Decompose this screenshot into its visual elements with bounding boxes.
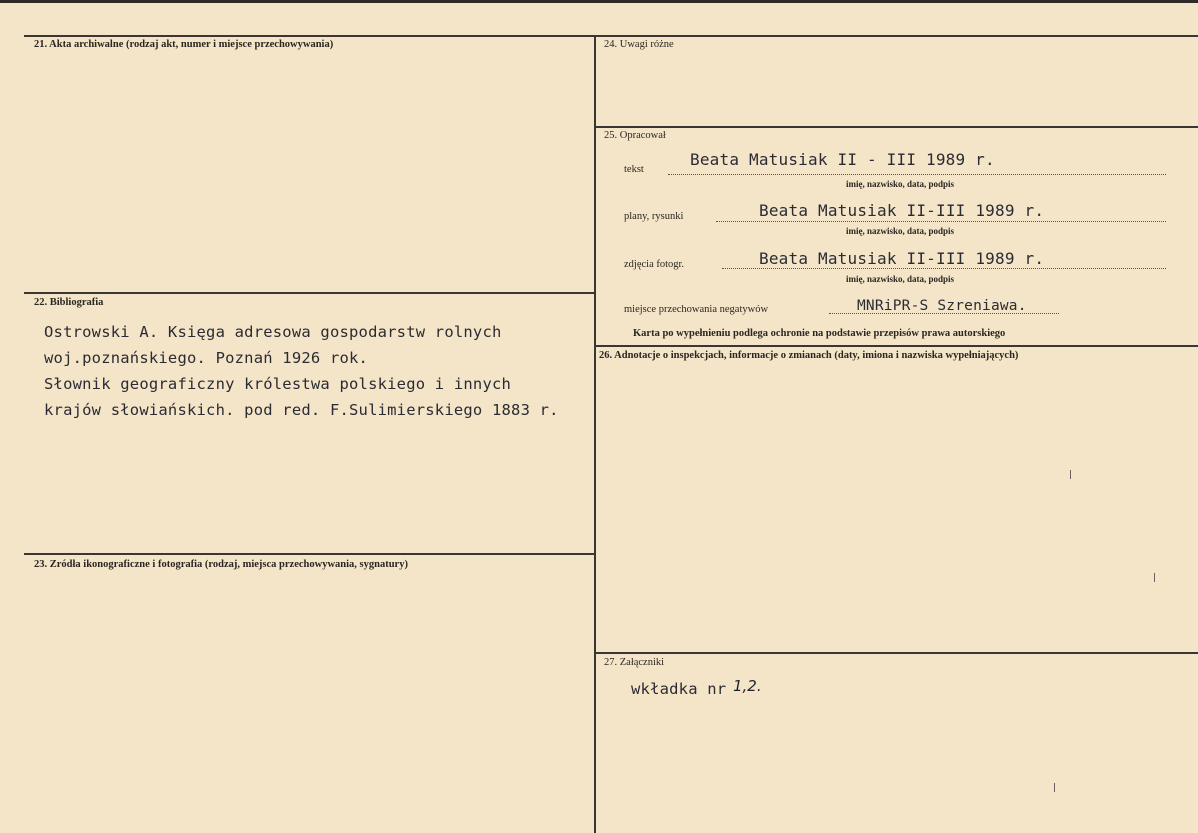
section-23-label: 23. Zródła ikonograficzne i fotografia (rodzaj, miejsca przechowywania, sygnatury) bbox=[34, 559, 408, 570]
section-24-label: 24. Uwagi różne bbox=[604, 39, 674, 50]
tekst-dotted-line bbox=[668, 174, 1166, 175]
attachments-handwritten: 1,2. bbox=[733, 677, 762, 695]
bibliography-line-2: woj.poznańskiego. Poznań 1926 rok. bbox=[44, 349, 369, 367]
tekst-caption: imię, nazwisko, data, podpis bbox=[846, 179, 955, 189]
plany-caption: imię, nazwisko, data, podpis bbox=[846, 226, 955, 236]
zdjecia-value: Beata Matusiak II-III 1989 r. bbox=[759, 249, 1045, 268]
bibliography-line-4: krajów słowiańskich. pod red. F.Sulimierskiego 1883 r. bbox=[44, 401, 559, 419]
center-divider bbox=[594, 35, 596, 833]
section-21-label: 21. Akta archiwalne (rodzaj akt, numer i miejsce przechowywania) bbox=[34, 39, 334, 50]
tekst-value: Beata Matusiak II - III 1989 r. bbox=[690, 150, 995, 169]
paper-mark bbox=[1054, 783, 1055, 792]
paper-mark bbox=[1154, 573, 1155, 582]
negatywy-dotted-line bbox=[829, 313, 1059, 314]
divider-21-22 bbox=[24, 292, 594, 294]
zdjecia-caption: imię, nazwisko, data, podpis bbox=[846, 274, 955, 284]
divider-26-27 bbox=[596, 652, 1198, 654]
section-22-label: 22. Bibliografia bbox=[34, 297, 104, 308]
tekst-label: tekst bbox=[624, 164, 644, 175]
divider-22-23 bbox=[24, 553, 594, 555]
zdjecia-dotted-line bbox=[722, 268, 1166, 269]
plany-dotted-line bbox=[716, 221, 1166, 222]
negatywy-label: miejsce przechowania negatywów bbox=[624, 304, 769, 315]
negatywy-value: MNRiPR-S Szreniawa. bbox=[857, 298, 1027, 314]
section-26-label: 26. Adnotacje o inspekcjach, informacje o zmianach (daty, imiona i nazwiska wypełniających) bbox=[599, 350, 1019, 361]
bibliography-line-1: Ostrowski A. Księga adresowa gospodarstw rolnych bbox=[44, 323, 502, 341]
copyright-note: Karta po wypełnieniu podlega ochronie na podstawie przepisów prawa autorskiego bbox=[633, 328, 1006, 339]
plany-value: Beata Matusiak II-III 1989 r. bbox=[759, 201, 1045, 220]
paper-mark bbox=[1070, 470, 1071, 479]
section-27-label: 27. Załączniki bbox=[604, 657, 665, 668]
top-rule bbox=[24, 35, 1198, 37]
zdjecia-label: zdjęcia fotogr. bbox=[624, 259, 685, 270]
plany-label: plany, rysunki bbox=[624, 211, 684, 222]
attachments-typed: wkładka nr bbox=[631, 680, 727, 698]
section-25-label: 25. Opracował bbox=[604, 130, 666, 141]
top-edge bbox=[0, 0, 1198, 3]
divider-25-26 bbox=[596, 345, 1198, 347]
divider-24-25 bbox=[596, 126, 1198, 128]
bibliography-line-3: Słownik geograficzny królestwa polskiego i innych bbox=[44, 375, 512, 393]
